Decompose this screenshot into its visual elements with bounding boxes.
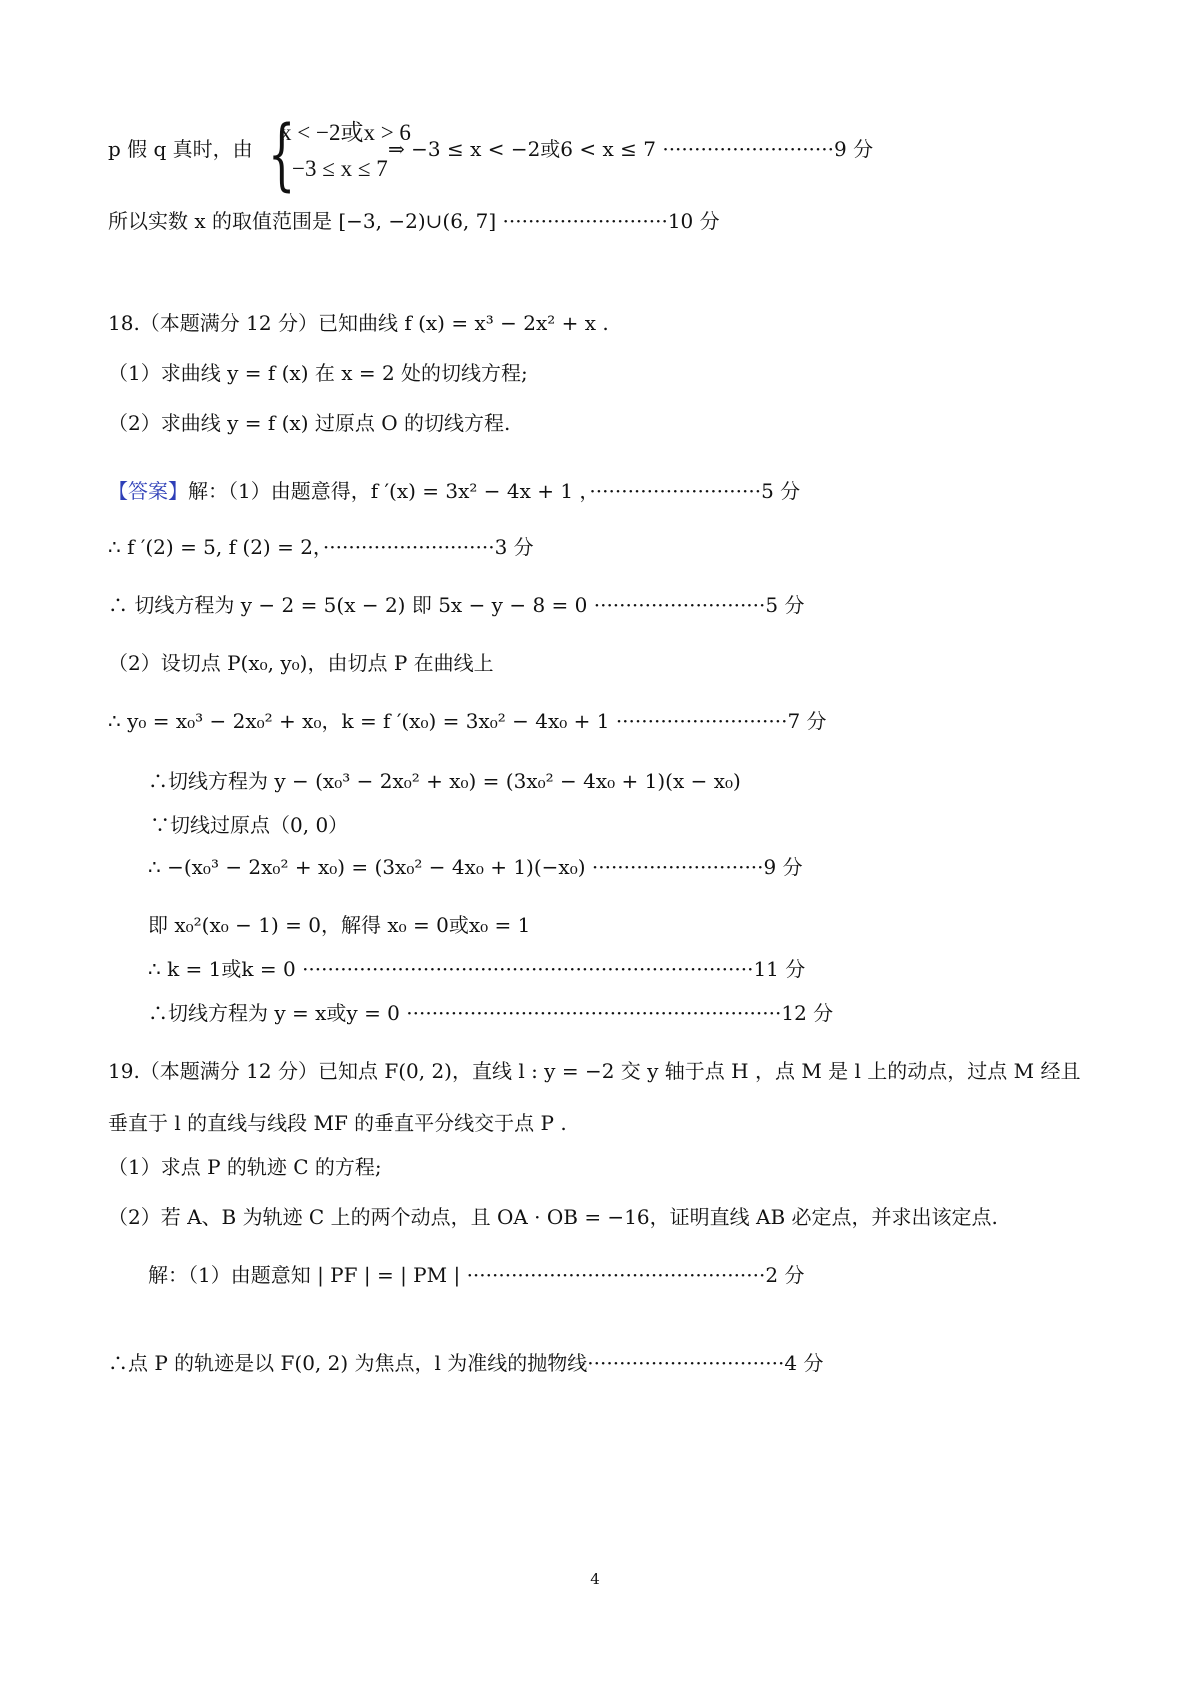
- question-18-part-2: （2）求曲线 y = f (x) 过原点 O 的切线方程.: [108, 411, 511, 435]
- system-line-1: x < −2或x > 6: [280, 120, 411, 145]
- solution-step-2: ∴点 P 的轨迹是以 F(0, 2) 为焦点，l 为准线的抛物线·······························4 分: [108, 1351, 824, 1375]
- answer-step-6: ∴切线方程为 y − (x₀³ − 2x₀² + x₀) = (3x₀² − 4x₀ + 1)(x − x₀): [148, 769, 741, 793]
- system-result: ⇒ −3 ≤ x < −2或6 < x ≤ 7 ···························9 分: [388, 137, 874, 161]
- answer-step-9: 即 x₀²(x₀ − 1) = 0，解得 x₀ = 0或x₀ = 1: [148, 913, 531, 937]
- answer-step-5: ∴ y₀ = x₀³ − 2x₀² + x₀，k = f ′(x₀) = 3x₀² − 4x₀ + 1 ···························7 分: [108, 709, 827, 733]
- question-18-part-1: （1）求曲线 y = f (x) 在 x = 2 处的切线方程;: [108, 361, 528, 385]
- question-19-part-1: （1）求点 P 的轨迹 C 的方程;: [108, 1155, 382, 1179]
- answer-step-11: ∴切线方程为 y = x或y = 0 ···························································12 分: [148, 1001, 834, 1025]
- answer-step-4: （2）设切点 P(x₀, y₀)，由切点 P 在曲线上: [108, 651, 494, 675]
- question-19-line-2: 垂直于 l 的直线与线段 MF 的垂直平分线交于点 P .: [108, 1111, 567, 1135]
- range-conclusion: 所以实数 x 的取值范围是 [−3, −2)∪(6, 7] ··························10 分: [108, 209, 720, 233]
- answer-step-3: ∴ 切线方程为 y − 2 = 5(x − 2) 即 5x − y − 8 = 0 ···························5 分: [108, 593, 805, 617]
- question-19-line-1: 19.（本题满分 12 分）已知点 F(0, 2)，直线 l : y = −2 交 y 轴于点 H ，点 M 是 l 上的动点，过点 M 经且: [108, 1059, 1081, 1083]
- answer-step-8: ∴ −(x₀³ − 2x₀² + x₀) = (3x₀² − 4x₀ + 1)(−x₀) ···························9 分: [148, 855, 803, 879]
- condition-text: p 假 q 真时，由: [108, 137, 253, 161]
- answer-step-10: ∴ k = 1或k = 0 ·······································································11 分: [148, 957, 806, 981]
- answer-line-1: [108, 478, 800, 504]
- answer-step-7: ∵切线过原点（0, 0）: [150, 813, 349, 837]
- page-number: 4: [590, 1570, 600, 1588]
- answer-step-2: ∴ f ′(2) = 5, f (2) = 2，···························3 分: [108, 535, 534, 559]
- question-19-part-2: （2）若 A、B 为轨迹 C 上的两个动点，且 OA · OB = −16，证明直线 AB 必定点，并求出该定点.: [108, 1205, 998, 1229]
- answer-tag: 【答案】: [108, 479, 188, 503]
- answer-step-1: 解：（1）由题意得，f ′(x) = 3x² − 4x + 1 ，···························5 分: [188, 479, 801, 503]
- question-18: 18.（本题满分 12 分）已知曲线 f (x) = x³ − 2x² + x .: [108, 311, 609, 335]
- solution-step-1: 解：（1）由题意知 | PF | = | PM | ···············································2 分: [148, 1263, 805, 1287]
- system-line-2: −3 ≤ x ≤ 7: [292, 156, 388, 181]
